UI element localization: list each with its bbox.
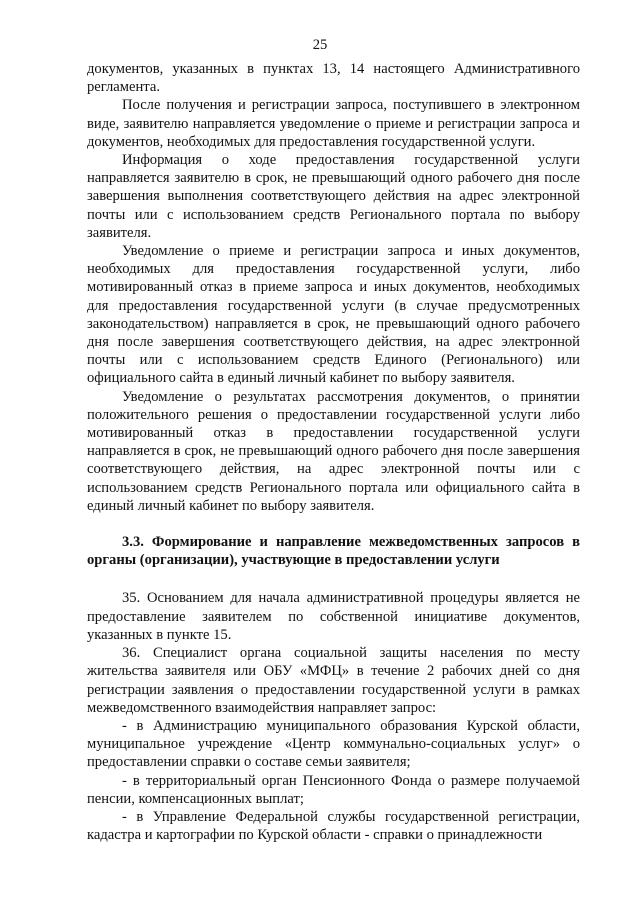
paragraph-results-notice: Уведомление о результатах рассмотрения документов, о принятии положительного решения о предоставлении государственной услуги либо мотивированный отказ в предоставлении государственной услуги направляется в срок, не превышающий одного рабочего дня после завершения соответствующего действия, на адрес электронной почты или с использованием средств Регионального портала или официального сайта в единый личный кабинет по выбору заявителя. [87,388,580,514]
paragraph-progress-information: Информация о ходе предоставления государственной услуги направляется заявителю в срок, не превышающий одного рабочего дня после завершения выполнения соответствующего действия на адрес электронной почты или с использованием средств Регионального портала по выбору заявителя. [87,152,580,241]
paragraph-continuation: документов, указанных в пунктах 13, 14 настоящего Административного регламента. [87,61,580,96]
paragraph-receipt-notice: Уведомление о приеме и регистрации запроса и иных документов, необходимых для предоставления государственной услуги, либо мотивированный отказ в приеме запроса и иных документов, необходимых для предоставления государственной услуги (в случае предусмотренных законодательством) направляется в срок, не превышающий одного рабочего дня после завершения соответствующего действия, на адрес электронной почты или с использованием средств Единого (Регионального) или официального сайта в единый личный кабинет по выбору заявителя. [87,243,580,387]
document-body [87,60,580,844]
list-item-administration: - в Администрацию муниципального образования Курской области, муниципальное учреждение «Центр коммунально-социальных услуг» о предоставлении справки о составе семьи заявителя; [87,717,580,771]
paragraph-electronic-request-notice: После получения и регистрации запроса, поступившего в электронном виде, заявителю направляется уведомление о приеме и регистрации запроса и документов, необходимых для предоставления государственной услуги. [87,97,580,150]
list-item-pension-fund: - в территориальный орган Пенсионного Фонда о размере получаемой пенсии, компенсационных выплат; [87,772,580,807]
page-number: 25 [312,37,328,53]
section-heading: 3.3. Формирование и направление межведомственных запросов в органы (организации), участвующие в предоставлении услуги [87,534,580,569]
paragraph-item-36: 36. Специалист органа социальной защиты населения по месту жительства заявителя или ОБУ «МФЦ» в течение 2 рабочих дней со дня регистрации заявления о предоставлении государственной услуги в рамках межведомственного взаимодействия направляет запрос: [87,645,580,716]
paragraph-item-35: 35. Основанием для начала административной процедуры является не предоставление заявителем по собственной инициативе документов, указанных в пункте 15. [87,590,580,643]
list-item-rosreestr: - в Управление Федеральной службы государственной регистрации, кадастра и картографии по Курской области - справки о принадлежности [87,808,580,844]
